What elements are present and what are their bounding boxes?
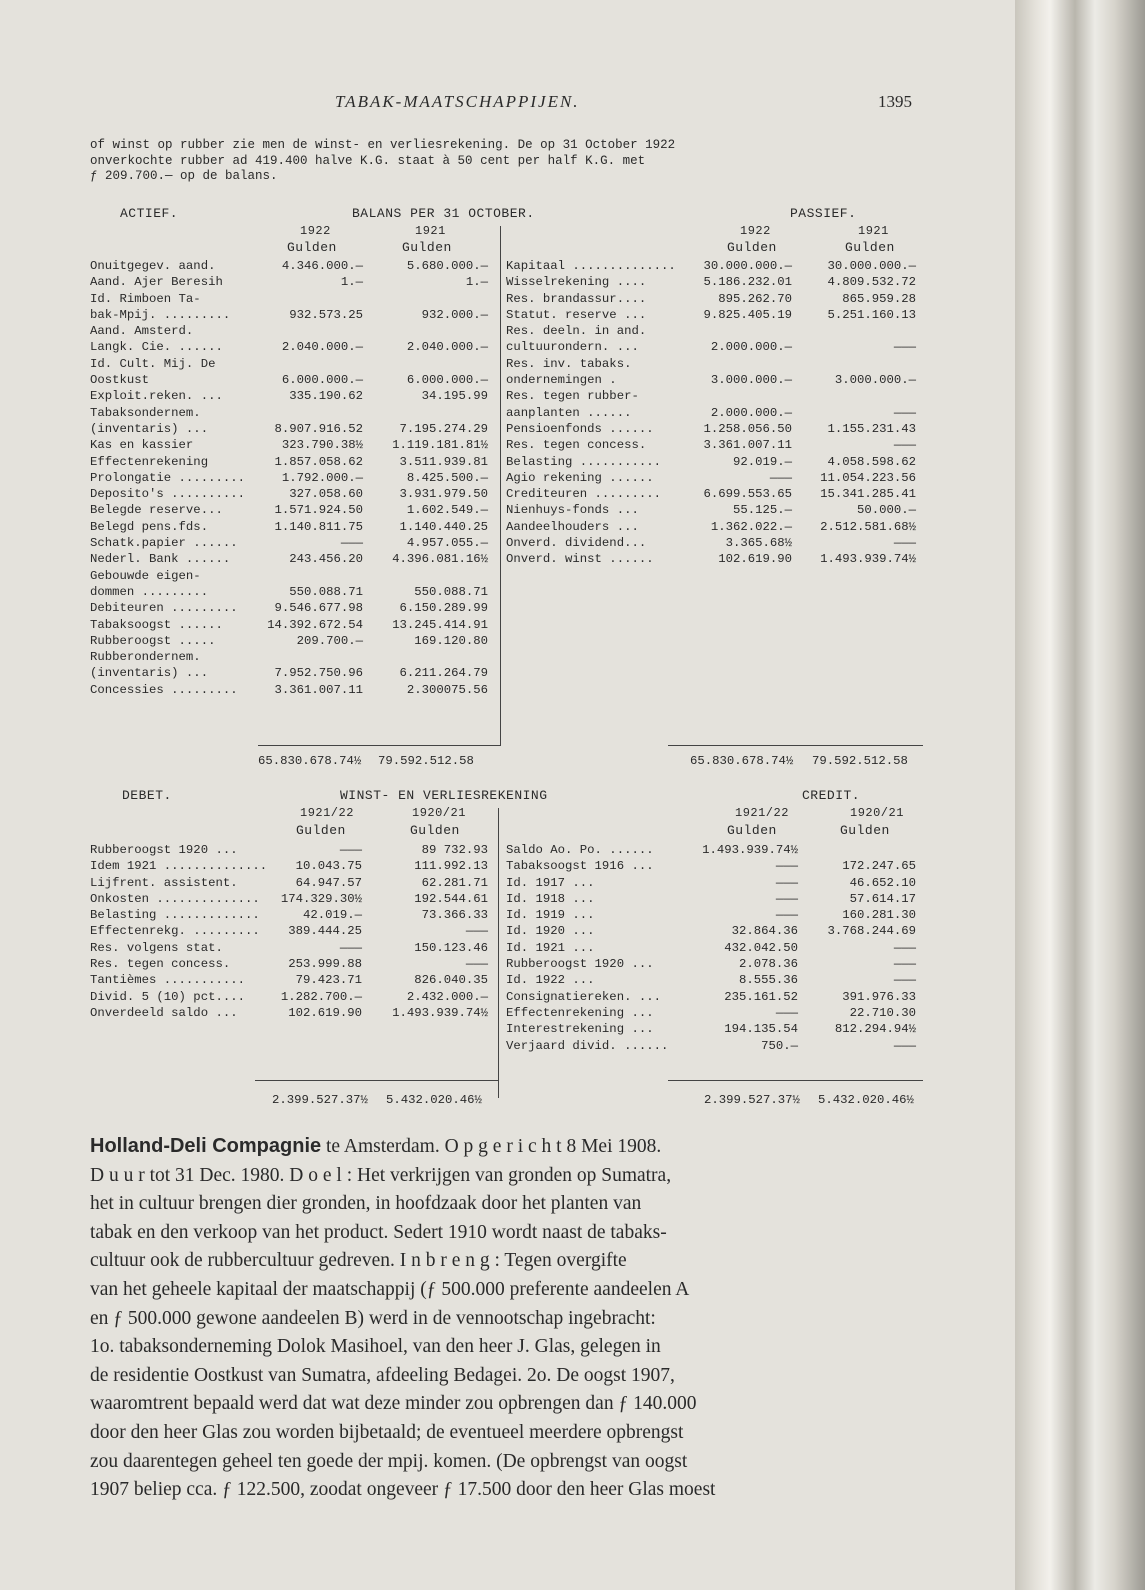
credit-value-b: 812.294.94½ bbox=[834, 1022, 916, 1037]
liability-value-1921: ——— bbox=[893, 438, 916, 453]
credit-label-row: Id. 1919 ... bbox=[506, 908, 595, 923]
liability-value-1922 bbox=[682, 323, 792, 339]
credit-value-a: 8.555.36 bbox=[738, 973, 798, 988]
asset-label: Aand. Ajer Beresih bbox=[90, 275, 223, 290]
liab-year-1922: 1922 bbox=[740, 224, 771, 238]
credit-value-a: ——— bbox=[775, 875, 798, 890]
liability-value-1921: ——— bbox=[893, 340, 916, 355]
debet-value-b: 62.281.71 bbox=[421, 875, 488, 890]
liability-label: ondernemingen . bbox=[506, 373, 617, 388]
debet-total-rule bbox=[255, 1080, 498, 1081]
debet-value-b: 73.366.33 bbox=[421, 908, 488, 923]
asset-value-1921: 6.150.289.99 bbox=[399, 601, 488, 616]
credit-unit-b: Gulden bbox=[840, 823, 890, 838]
liability-value-1921: 3.000.000.— bbox=[834, 373, 916, 388]
debet-value-a: 42.019.— bbox=[302, 908, 362, 923]
liability-value-1922: 2.000.000.— bbox=[710, 340, 792, 355]
liability-label: Kapitaal .............. bbox=[506, 259, 676, 273]
debet-label: DEBET. bbox=[122, 788, 172, 803]
running-title: TABAK-MAATSCHAPPIJEN. bbox=[335, 92, 580, 111]
credit-value-a: 1.493.939.74½ bbox=[702, 843, 798, 857]
credit-value-a: 194.135.54 bbox=[724, 1022, 798, 1037]
liab-year-1921: 1921 bbox=[858, 224, 889, 238]
debet-label-row: Tantièmes ........... bbox=[90, 973, 245, 988]
credit-value-b: 3.768.244.69 bbox=[827, 924, 916, 939]
debet-value-a: 1.282.700.— bbox=[280, 989, 362, 1004]
credit-value-b: 391.976.33 bbox=[842, 989, 916, 1004]
asset-label: Debiteuren ......... bbox=[90, 601, 238, 616]
credit-label-row: Rubberoogst 1920 ... bbox=[506, 957, 654, 972]
balance-divider bbox=[500, 226, 501, 746]
liability-value-1922 bbox=[682, 388, 792, 404]
liability-label: Res. inv. tabaks. bbox=[506, 356, 632, 371]
debet-label-row: Onkosten .............. bbox=[90, 891, 260, 906]
asset-value-1921: 3.511.939.81 bbox=[399, 454, 488, 469]
debet-value-b: ——— bbox=[465, 924, 488, 939]
liability-value-1921: 1.155.231.43 bbox=[827, 421, 916, 436]
asset-label: Onuitgegev. aand. bbox=[90, 259, 216, 273]
asset-label: Tabaksoogst ...... bbox=[90, 617, 223, 632]
intro-line: ƒ 209.700.— op de balans. bbox=[90, 169, 278, 183]
asset-label: Rubberondernem. bbox=[90, 650, 201, 665]
assets-unit-1921: Gulden bbox=[402, 240, 452, 255]
asset-value-1921 bbox=[368, 649, 488, 665]
liability-value-1921: 50.000.— bbox=[856, 503, 916, 518]
asset-value-1922: 1.792.000.— bbox=[281, 470, 363, 485]
asset-value-1921: 13.245.414.91 bbox=[392, 617, 488, 632]
liability-label: Onverd. dividend... bbox=[506, 536, 647, 551]
assets-total-rule bbox=[258, 745, 500, 746]
paragraph-line: van het geheele kapitaal der maatschappij (ƒ 500.000 preferente aandeelen A bbox=[90, 1278, 690, 1300]
debet-value-a: ——— bbox=[339, 843, 362, 857]
liability-label: Res. brandassur.... bbox=[506, 291, 647, 306]
asset-value-1922: 14.392.672.54 bbox=[267, 617, 363, 632]
liability-value-1921: 1.493.939.74½ bbox=[820, 552, 916, 567]
liability-value-1922: 2.000.000.— bbox=[710, 405, 792, 420]
liability-value-1921: 4.058.598.62 bbox=[827, 454, 916, 469]
assets-values-1921 bbox=[368, 258, 488, 698]
liability-value-1921: 11.054.223.56 bbox=[820, 470, 916, 485]
paragraph-line: tabak en den verkoop van het product. Sedert 1910 wordt naast de tabaks- bbox=[90, 1221, 667, 1243]
asset-value-1922: 1.140.811.75 bbox=[274, 519, 363, 534]
company-description bbox=[90, 1132, 940, 1505]
asset-value-1922: 3.361.007.11 bbox=[274, 682, 363, 697]
liability-label: cultuurondern. ... bbox=[506, 340, 639, 355]
assets-total-1921: 79.592.512.58 bbox=[378, 754, 474, 768]
asset-value-1921: 5.680.000.— bbox=[406, 259, 488, 273]
paragraph-line: en ƒ 500.000 gewone aandeelen B) werd in de vennootschap ingebracht: bbox=[90, 1307, 656, 1329]
asset-value-1922: 335.190.62 bbox=[289, 389, 363, 404]
liability-value-1922: 3.361.007.11 bbox=[703, 438, 792, 453]
asset-value-1921: 2.300075.56 bbox=[406, 682, 488, 697]
debet-value-b: 1.493.939.74½ bbox=[392, 1005, 488, 1020]
liabilities-total-rule bbox=[668, 745, 923, 746]
debet-label-row: Res. volgens stat. bbox=[90, 940, 223, 955]
asset-label: Schatk.papier ...... bbox=[90, 536, 238, 551]
debet-value-b: 150.123.46 bbox=[414, 940, 488, 955]
debet-label-row: Res. tegen concess. bbox=[90, 957, 231, 972]
credit-value-b: 160.281.30 bbox=[842, 908, 916, 923]
pl-title: WINST- EN VERLIESREKENING bbox=[340, 788, 548, 803]
debet-value-a: ——— bbox=[339, 940, 362, 955]
asset-label: Kas en kassier bbox=[90, 438, 194, 453]
liability-value-1921: ——— bbox=[893, 536, 916, 551]
asset-value-1922: 9.546.677.98 bbox=[274, 601, 363, 616]
credit-value-a: 750.— bbox=[761, 1038, 798, 1053]
asset-value-1922 bbox=[258, 356, 363, 372]
asset-label: Exploit.reken. ... bbox=[90, 389, 223, 404]
actief-label: ACTIEF. bbox=[120, 206, 179, 221]
liability-label: Pensioenfonds ...... bbox=[506, 421, 654, 436]
book-binding-edge bbox=[1015, 0, 1145, 1590]
credit-label-row: Id. 1921 ... bbox=[506, 940, 595, 955]
liability-value-1922: 9.825.405.19 bbox=[703, 307, 792, 322]
credit-value-a: ——— bbox=[775, 891, 798, 906]
asset-value-1921 bbox=[368, 568, 488, 584]
debet-value-a: 10.043.75 bbox=[295, 859, 362, 874]
liability-label: Statut. reserve ... bbox=[506, 307, 647, 322]
debet-value-a: 102.619.90 bbox=[288, 1005, 362, 1020]
debet-label-row: Effectenrekg. ......... bbox=[90, 924, 260, 939]
credit-total-b: 5.432.020.46½ bbox=[818, 1093, 914, 1107]
asset-label: Rubberoogst ..... bbox=[90, 633, 216, 648]
liability-value-1921 bbox=[798, 323, 916, 339]
asset-value-1922: 4.346.000.— bbox=[281, 259, 363, 273]
liability-label: Res. deeln. in and. bbox=[506, 324, 647, 339]
debet-value-a: 64.947.57 bbox=[295, 875, 362, 890]
asset-value-1922: 8.907.916.52 bbox=[274, 421, 363, 436]
asset-value-1922: 1.857.058.62 bbox=[274, 454, 363, 469]
asset-label: Id. Cult. Mij. De bbox=[90, 356, 216, 371]
credit-label-row: Effectenrekening ... bbox=[506, 1005, 654, 1020]
liability-label: Onverd. winst ...... bbox=[506, 552, 654, 567]
credit-total-rule bbox=[668, 1080, 923, 1081]
asset-label: Nederl. Bank ...... bbox=[90, 552, 231, 567]
asset-label: Tabaksondernem. bbox=[90, 405, 201, 420]
asset-value-1921: 34.195.99 bbox=[421, 389, 488, 404]
asset-value-1922: 6.000.000.— bbox=[281, 373, 363, 388]
liability-value-1921: 30.000.000.— bbox=[827, 259, 916, 273]
asset-value-1922: 7.952.750.96 bbox=[274, 666, 363, 681]
debet-value-b: 89 732.93 bbox=[421, 843, 488, 857]
liability-value-1922: 102.619.90 bbox=[718, 552, 792, 567]
debet-value-b: 2.432.000.— bbox=[406, 989, 488, 1004]
passief-label: PASSIEF. bbox=[790, 206, 857, 221]
liability-label: Wisselrekening .... bbox=[506, 275, 647, 290]
paragraph-line: door den heer Glas zou worden bijbetaald; de eventueel meerdere opbrengst bbox=[90, 1421, 684, 1443]
debet-value-a: 174.329.30½ bbox=[280, 891, 362, 906]
intro-text bbox=[90, 138, 940, 185]
debet-unit-b: Gulden bbox=[410, 823, 460, 838]
liability-value-1922: 1.258.056.50 bbox=[703, 421, 792, 436]
liability-value-1921 bbox=[798, 388, 916, 404]
debet-year-b: 1920/21 bbox=[412, 806, 466, 820]
debet-value-a: 79.423.71 bbox=[295, 973, 362, 988]
liability-value-1921: 5.251.160.13 bbox=[827, 307, 916, 322]
asset-value-1921: 7.195.274.29 bbox=[399, 421, 488, 436]
liabilities-values-1922 bbox=[682, 258, 792, 568]
liability-value-1921: ——— bbox=[893, 405, 916, 420]
asset-value-1922: 243.456.20 bbox=[289, 552, 363, 567]
liabilities-total-1921: 79.592.512.58 bbox=[812, 754, 908, 768]
asset-label: Belegde reserve... bbox=[90, 503, 223, 518]
debet-value-b: 111.992.13 bbox=[414, 859, 488, 874]
asset-label: Oostkust bbox=[90, 373, 150, 388]
liability-label: Res. tegen rubber- bbox=[506, 389, 639, 404]
credit-value-b: 46.652.10 bbox=[849, 875, 916, 890]
credit-label: CREDIT. bbox=[802, 788, 861, 803]
debet-labels bbox=[90, 842, 275, 1021]
paragraph-line: D u u r tot 31 Dec. 1980. D o e l : Het verkrijgen van gronden op Sumatra, bbox=[90, 1164, 672, 1186]
asset-value-1922: 2.040.000.— bbox=[281, 340, 363, 355]
asset-label: dommen ......... bbox=[90, 584, 209, 599]
assets-unit-1922: Gulden bbox=[287, 240, 337, 255]
asset-label: Effectenrekening bbox=[90, 454, 209, 469]
liab-unit-1921: Gulden bbox=[845, 240, 895, 255]
paragraph-line: 1907 beliep cca. ƒ 122.500, zoodat ongeveer ƒ 17.500 door den heer Glas moest bbox=[90, 1479, 716, 1501]
liability-value-1922: 3.365.68½ bbox=[725, 536, 792, 551]
liability-value-1922: 6.699.553.65 bbox=[703, 487, 792, 502]
credit-label-row: Id. 1918 ... bbox=[506, 891, 595, 906]
asset-value-1921 bbox=[368, 405, 488, 421]
asset-value-1921: 550.088.71 bbox=[414, 584, 488, 599]
debet-value-a: 253.999.88 bbox=[288, 957, 362, 972]
asset-value-1921: 169.120.80 bbox=[414, 633, 488, 648]
asset-label: bak-Mpij. ......... bbox=[90, 307, 231, 322]
liability-value-1922: 30.000.000.— bbox=[703, 259, 792, 273]
asset-label: Concessies ......... bbox=[90, 682, 238, 697]
liabilities-total-1922: 65.830.678.74½ bbox=[690, 754, 794, 768]
liabilities-labels bbox=[506, 258, 696, 568]
intro-line: onverkochte rubber ad 419.400 halve K.G. staat à 50 cent per half K.G. met bbox=[90, 153, 646, 168]
debet-value-b: 826.040.35 bbox=[414, 973, 488, 988]
liability-value-1921: 2.512.581.68½ bbox=[820, 519, 916, 534]
paragraph-line: de residentie Oostkust van Sumatra, afdeeling Bedagei. 2o. De oogst 1907, bbox=[90, 1364, 675, 1386]
credit-value-a: 32.864.36 bbox=[731, 924, 798, 939]
asset-value-1921: 3.931.979.50 bbox=[399, 487, 488, 502]
pl-divider bbox=[498, 808, 499, 1098]
debet-label-row: Divid. 5 (10) pct.... bbox=[90, 989, 245, 1004]
credit-label-row: Consignatiereken. ... bbox=[506, 989, 661, 1004]
asset-value-1922 bbox=[258, 568, 363, 584]
liability-value-1922: 92.019.— bbox=[732, 454, 792, 469]
liability-label: Belasting ........... bbox=[506, 454, 661, 469]
balance-title: BALANS PER 31 OCTOBER. bbox=[352, 206, 535, 221]
liability-value-1921 bbox=[798, 356, 916, 372]
liability-label: Nienhuys-fonds ... bbox=[506, 503, 639, 518]
credit-value-b: ——— bbox=[893, 940, 916, 955]
debet-label-row: Rubberoogst 1920 ... bbox=[90, 843, 238, 857]
assets-values-1922 bbox=[258, 258, 363, 698]
asset-value-1922: 1.571.924.50 bbox=[274, 503, 363, 518]
credit-value-b: ——— bbox=[893, 1038, 916, 1053]
debet-label-row: Lijfrent. assistent. bbox=[90, 875, 238, 890]
credit-total-a: 2.399.527.37½ bbox=[704, 1093, 800, 1107]
credit-value-b: 57.614.17 bbox=[849, 891, 916, 906]
liability-value-1922: 1.362.022.— bbox=[710, 519, 792, 534]
company-name: Holland-Deli Compagnie bbox=[90, 1135, 322, 1157]
credit-values-b bbox=[800, 842, 916, 1054]
liability-value-1922: 55.125.— bbox=[732, 503, 792, 518]
paragraph-line: waaromtrent bepaald werd dat wat deze minder zou opbrengen dan ƒ 140.000 bbox=[90, 1393, 697, 1415]
debet-label-row: Onverdeeld saldo ... bbox=[90, 1005, 238, 1020]
credit-label-row: Id. 1920 ... bbox=[506, 924, 595, 939]
credit-label-row: Id. 1922 ... bbox=[506, 973, 595, 988]
credit-label-row: Verjaard divid. ...... bbox=[506, 1038, 669, 1053]
credit-value-b: ——— bbox=[893, 957, 916, 972]
debet-unit-a: Gulden bbox=[296, 823, 346, 838]
credit-year-a: 1921/22 bbox=[735, 806, 789, 820]
credit-value-a: 235.161.52 bbox=[724, 989, 798, 1004]
paragraph-line: zou daarentegen geheel ten goede der mpij. komen. (De opbrengst van oogst bbox=[90, 1450, 688, 1472]
debet-values-a bbox=[262, 842, 362, 1021]
credit-year-b: 1920/21 bbox=[850, 806, 904, 820]
credit-label-row: Saldo Ao. Po. ...... bbox=[506, 843, 654, 857]
asset-value-1921: 8.425.500.— bbox=[406, 470, 488, 485]
asset-value-1921: 1.140.440.25 bbox=[399, 519, 488, 534]
credit-unit-a: Gulden bbox=[727, 823, 777, 838]
liability-label: Aandeelhouders ... bbox=[506, 519, 639, 534]
credit-label-row: Id. 1917 ... bbox=[506, 875, 595, 890]
asset-label: Aand. Amsterd. bbox=[90, 324, 194, 339]
asset-label: Belegd pens.fds. bbox=[90, 519, 209, 534]
credit-value-b bbox=[800, 842, 916, 858]
asset-value-1921: 4.396.081.16½ bbox=[392, 552, 488, 567]
credit-values-a bbox=[690, 842, 798, 1054]
page-number: 1395 bbox=[878, 92, 912, 111]
asset-value-1921: 6.000.000.— bbox=[406, 373, 488, 388]
asset-value-1921 bbox=[368, 291, 488, 307]
liability-label: Agio rekening ...... bbox=[506, 470, 654, 485]
paragraph-line: 1o. tabaksonderneming Dolok Masihoel, van den heer J. Glas, gelegen in bbox=[90, 1336, 661, 1358]
credit-value-b: 22.710.30 bbox=[849, 1005, 916, 1020]
debet-value-b: 192.544.61 bbox=[414, 891, 488, 906]
debet-total-b: 5.432.020.46½ bbox=[386, 1093, 482, 1107]
asset-label: (inventaris) ... bbox=[90, 666, 209, 681]
asset-value-1922: 327.058.60 bbox=[289, 487, 363, 502]
asset-label: Gebouwde eigen- bbox=[90, 568, 201, 583]
asset-value-1922: 323.790.38½ bbox=[281, 438, 363, 453]
asset-value-1922: 550.088.71 bbox=[289, 584, 363, 599]
asset-value-1921: 932.000.— bbox=[421, 307, 488, 322]
liability-value-1922: 3.000.000.— bbox=[710, 373, 792, 388]
liability-value-1921: 15.341.285.41 bbox=[820, 487, 916, 502]
liability-value-1922 bbox=[682, 356, 792, 372]
liabilities-values-1921 bbox=[798, 258, 916, 568]
credit-value-a: 432.042.50 bbox=[724, 940, 798, 955]
asset-label: Deposito's .......... bbox=[90, 487, 245, 502]
credit-value-a: ——— bbox=[775, 859, 798, 874]
credit-value-b: 172.247.65 bbox=[842, 859, 916, 874]
asset-label: (inventaris) ... bbox=[90, 421, 209, 436]
liability-value-1922: 895.262.70 bbox=[718, 291, 792, 306]
asset-value-1922: 932.573.25 bbox=[289, 307, 363, 322]
assets-year-1921: 1921 bbox=[415, 224, 446, 238]
asset-value-1921: 1.— bbox=[465, 275, 488, 290]
asset-value-1921: 2.040.000.— bbox=[406, 340, 488, 355]
debet-year-a: 1921/22 bbox=[300, 806, 354, 820]
liability-value-1922: ——— bbox=[769, 470, 792, 485]
asset-value-1921: 6.211.264.79 bbox=[399, 666, 488, 681]
liability-label: Crediteuren ......... bbox=[506, 487, 661, 502]
liability-label: aanplanten ...... bbox=[506, 405, 632, 420]
page-header bbox=[0, 92, 1015, 116]
liability-value-1921: 4.809.532.72 bbox=[827, 275, 916, 290]
asset-value-1922 bbox=[258, 649, 363, 665]
credit-value-a: ——— bbox=[775, 1005, 798, 1020]
asset-label: Id. Rimboen Ta- bbox=[90, 291, 201, 306]
liability-value-1922: 5.186.232.01 bbox=[703, 275, 792, 290]
asset-value-1922: 209.700.— bbox=[296, 633, 363, 648]
intro-line: of winst op rubber zie men de winst- en verliesrekening. De op 31 October 1922 bbox=[90, 138, 676, 152]
asset-value-1922 bbox=[258, 291, 363, 307]
asset-value-1922 bbox=[258, 323, 363, 339]
paragraph-line: het in cultuur brengen dier gronden, in hoofdzaak door het planten van bbox=[90, 1193, 642, 1215]
assets-labels bbox=[90, 258, 265, 698]
asset-value-1922: ——— bbox=[340, 536, 363, 551]
debet-values-b bbox=[368, 842, 488, 1021]
credit-value-a: 2.078.36 bbox=[738, 957, 798, 972]
asset-value-1921: 1.119.181.81½ bbox=[392, 438, 488, 453]
asset-label: Langk. Cie. ...... bbox=[90, 340, 223, 355]
liability-label: Res. tegen concess. bbox=[506, 438, 647, 453]
debet-value-b: ——— bbox=[465, 957, 488, 972]
paragraph-line: cultuur ook de rubbercultuur gedreven. I n b r e n g : Tegen overgifte bbox=[90, 1250, 627, 1272]
asset-value-1922 bbox=[258, 405, 363, 421]
paragraph-line bbox=[90, 1132, 940, 1162]
assets-total-1922: 65.830.678.74½ bbox=[258, 754, 362, 768]
credit-label-row: Tabaksoogst 1916 ... bbox=[506, 859, 654, 874]
asset-value-1921: 1.602.549.— bbox=[406, 503, 488, 518]
assets-year-1922: 1922 bbox=[300, 224, 331, 238]
debet-total-a: 2.399.527.37½ bbox=[272, 1093, 368, 1107]
founding-text: te Amsterdam. O p g e r i c h t 8 Mei 1908. bbox=[321, 1136, 662, 1157]
credit-label-row: Interestrekening ... bbox=[506, 1022, 654, 1037]
liability-value-1921: 865.959.28 bbox=[842, 291, 916, 306]
asset-value-1921 bbox=[368, 356, 488, 372]
credit-value-b: ——— bbox=[893, 973, 916, 988]
asset-value-1921 bbox=[368, 323, 488, 339]
debet-value-a: 389.444.25 bbox=[288, 924, 362, 939]
debet-label-row: Idem 1921 .............. bbox=[90, 859, 268, 874]
asset-label: Prolongatie ......... bbox=[90, 470, 245, 485]
debet-label-row: Belasting ............. bbox=[90, 908, 260, 923]
asset-value-1921: 4.957.055.— bbox=[406, 536, 488, 551]
credit-labels bbox=[506, 842, 706, 1054]
credit-value-a: ——— bbox=[775, 908, 798, 923]
asset-value-1922: 1.— bbox=[340, 275, 363, 290]
liab-unit-1922: Gulden bbox=[727, 240, 777, 255]
